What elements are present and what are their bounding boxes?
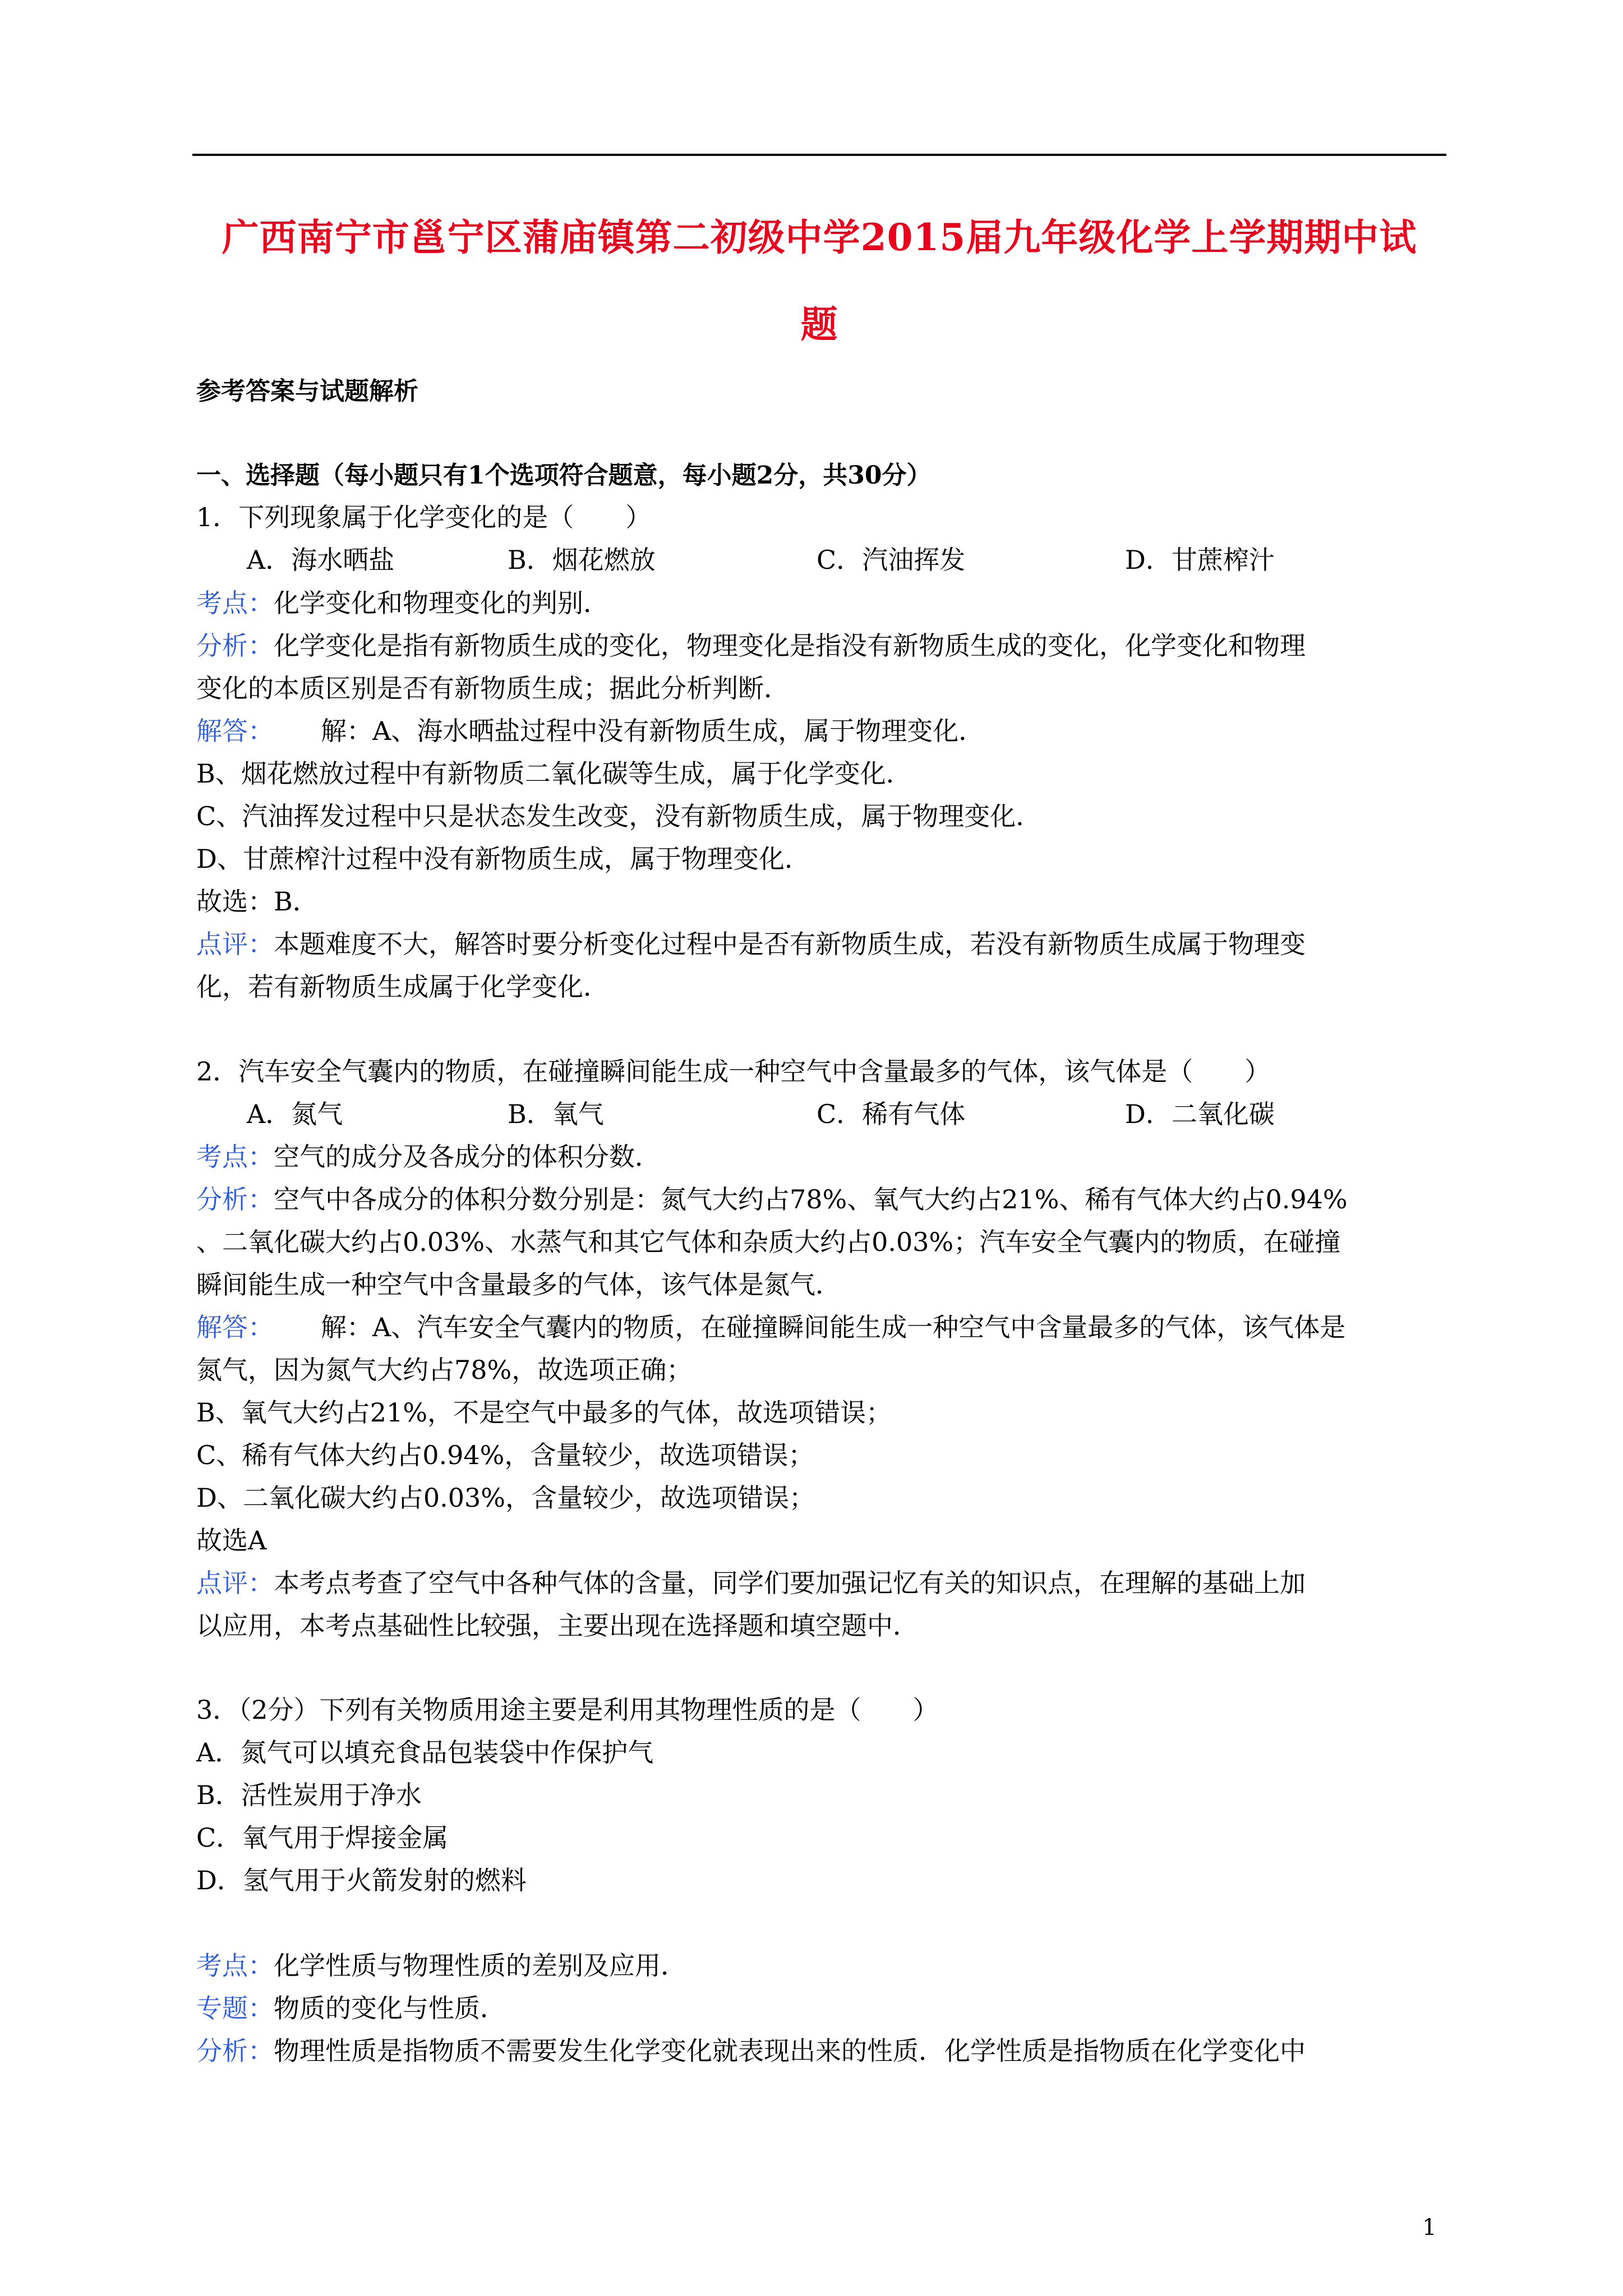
- q2-fenxi-text-3: 瞬间能生成一种空气中含量最多的气体，该气体是氮气．: [196, 1269, 841, 1300]
- q3-option-b: B．活性炭用于净水: [196, 1780, 422, 1810]
- q2-option-c: C．稀有气体: [817, 1099, 966, 1129]
- q2-dianping-text-1: 本考点考查了空气中各种气体的含量，同学们要加强记忆有关的知识点，在理解的基础上加: [274, 1568, 1306, 1598]
- q2-fenxi-text-1: 空气中各成分的体积分数分别是：氮气大约占78%、氧气大约占21%、稀有气体大约占0.94%: [274, 1184, 1348, 1214]
- q1-option-a: A．海水晒盐: [247, 545, 395, 575]
- q1-option-b: B．烟花燃放: [508, 545, 656, 575]
- q1-jieda: [196, 714, 984, 748]
- q2-fenxi: [196, 1182, 1348, 1216]
- q1-kaodian: [196, 586, 609, 620]
- q2-jieda-text-2: 氮气，因为氮气大约占78%，故选项正确；: [196, 1355, 693, 1385]
- q3-kaodian: [196, 1949, 686, 1982]
- zhuanti-label: 专题：: [196, 1993, 274, 2023]
- kaodian-label: 考点：: [196, 1950, 274, 1981]
- q1-fenxi-text-2: 变化的本质区别是否有新物质生成；据此分析判断．: [196, 673, 790, 703]
- q2-kaodian-text: 空气的成分及各成分的体积分数．: [274, 1142, 661, 1172]
- page-number: 1: [1422, 2215, 1437, 2240]
- q3-option-d: D．氢气用于火箭发射的燃料: [196, 1865, 527, 1895]
- q3-zhuanti: [196, 1991, 506, 2025]
- jieda-label: 解答：: [196, 1312, 274, 1342]
- q3-option-a: A．氮气可以填充食品包装袋中作保护气: [196, 1737, 654, 1768]
- document-title-line2: 题: [800, 302, 838, 346]
- kaodian-label: 考点：: [196, 1142, 274, 1172]
- q2-fenxi-text-2: 、二氧化碳大约占0.03%、水蒸气和其它气体和杂质大约占0.03%；汽车安全气囊内的物质，在碰撞: [196, 1227, 1341, 1257]
- q1-jieda-text-1: 解：A、海水晒盐过程中没有新物质生成，属于物理变化．: [321, 716, 985, 746]
- q1-jieda-text-2: B、烟花燃放过程中有新物质二氧化碳等生成，属于化学变化．: [196, 758, 912, 789]
- kaodian-label: 考点：: [196, 588, 274, 618]
- q1-jieda-text-4: D、甘蔗榨汁过程中没有新物质生成，属于物理变化．: [196, 844, 810, 874]
- q1-option-d: D．甘蔗榨汁: [1125, 545, 1275, 575]
- q3-fenxi-text-1: 物理性质是指物质不需要发生化学变化就表现出来的性质．化学性质是指物质在化学变化中: [274, 2036, 1306, 2066]
- q2-jieda-text-6: 故选A: [196, 1525, 267, 1556]
- dianping-label: 点评：: [196, 929, 274, 959]
- q2-option-b: B．氧气: [508, 1099, 604, 1129]
- answer-key-heading: 参考答案与试题解析: [196, 377, 418, 406]
- q2-dianping-text-2: 以应用，本考点基础性比较强，主要出现在选择题和填空题中．: [196, 1611, 919, 1641]
- q2-jieda-text-1: 解：A、汽车安全气囊内的物质，在碰撞瞬间能生成一种空气中含量最多的气体，该气体是: [321, 1312, 1346, 1342]
- q3-fenxi: [196, 2034, 1306, 2068]
- q1-fenxi: [196, 629, 1306, 662]
- q1-fenxi-text-1: 化学变化是指有新物质生成的变化，物理变化是指没有新物质生成的变化，化学变化和物理: [274, 631, 1306, 661]
- q2-jieda: [196, 1310, 1345, 1344]
- q1-dianping-text-1: 本题难度不大，解答时要分析变化过程中是否有新物质生成，若没有新物质生成属于物理变: [274, 929, 1306, 959]
- q1-jieda-text-5: 故选：B．: [196, 886, 319, 917]
- q2-stem: 2．汽车安全气囊内的物质，在碰撞瞬间能生成一种空气中含量最多的气体，该气体是（ ）: [196, 1056, 1271, 1087]
- q3-kaodian-text: 化学性质与物理性质的差别及应用．: [274, 1950, 686, 1981]
- q2-jieda-text-3: B、氧气大约占21%，不是空气中最多的气体，故选项错误；: [196, 1397, 892, 1428]
- q1-option-c: C．汽油挥发: [817, 545, 966, 575]
- dianping-label: 点评：: [196, 1568, 274, 1598]
- q1-dianping: [196, 927, 1306, 961]
- q2-option-d: D．二氧化碳: [1125, 1099, 1275, 1129]
- fenxi-label: 分析：: [196, 631, 274, 661]
- q2-jieda-text-4: C、稀有气体大约占0.94%，含量较少，故选项错误；: [196, 1440, 814, 1470]
- fenxi-label: 分析：: [196, 2036, 274, 2066]
- q2-kaodian: [196, 1140, 661, 1174]
- section-heading: 一、选择题（每小题只有1个选项符合题意，每小题2分，共30分）: [196, 461, 932, 490]
- q1-jieda-text-3: C、汽油挥发过程中只是状态发生改变，没有新物质生成，属于物理变化．: [196, 801, 1042, 831]
- q2-jieda-text-5: D、二氧化碳大约占0.03%，含量较少，故选项错误；: [196, 1483, 815, 1513]
- q2-option-a: A．氮气: [247, 1099, 343, 1129]
- header-rule: [192, 154, 1446, 156]
- q2-dianping: [196, 1566, 1306, 1600]
- q1-dianping-text-2: 化，若有新物质生成属于化学变化．: [196, 972, 609, 1002]
- fenxi-label: 分析：: [196, 1184, 274, 1214]
- jieda-label: 解答：: [196, 716, 274, 746]
- q3-zhuanti-text: 物质的变化与性质．: [274, 1993, 506, 2023]
- q1-kaodian-text: 化学变化和物理变化的判别．: [274, 588, 609, 618]
- q1-stem: 1．下列现象属于化学变化的是（ ）: [196, 502, 652, 532]
- q3-stem: 3．（2分）下列有关物质用途主要是利用其物理性质的是（ ）: [196, 1695, 939, 1725]
- document-title-line1: 广西南宁市邕宁区蒲庙镇第二初级中学2015届九年级化学上学期期中试: [222, 215, 1417, 259]
- q3-option-c: C．氧气用于焊接金属: [196, 1823, 449, 1853]
